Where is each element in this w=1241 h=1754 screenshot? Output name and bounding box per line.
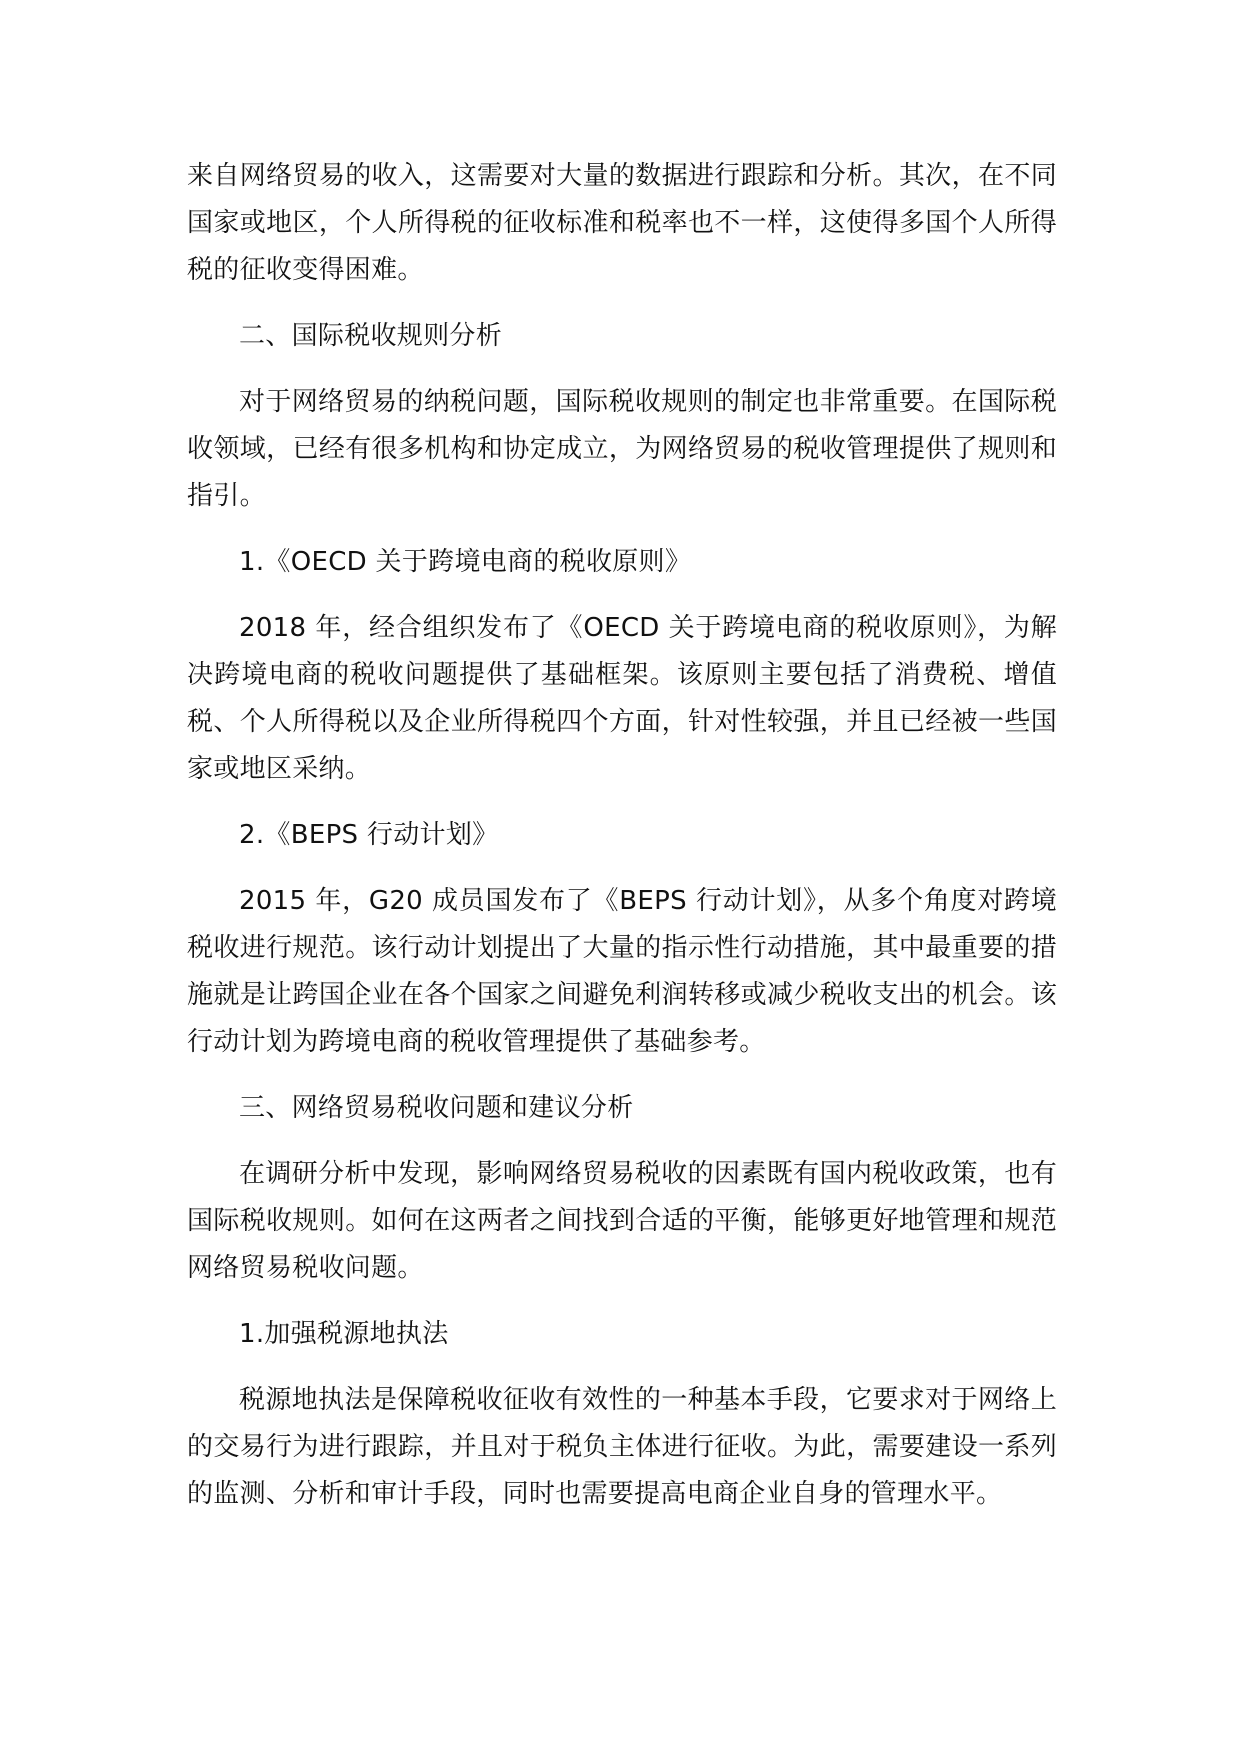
paragraph: 在调研分析中发现，影响网络贸易税收的因素既有国内税收政策，也有国际税收规则。如何在这两者之间找到合适的平衡，能够更好地管理和规范网络贸易税收问题。 (187, 1159, 1057, 1283)
subsection-heading-oecd: 1.《OECD 关于跨境电商的税收原则》 (239, 547, 692, 577)
paragraph: 税源地执法是保障税收征收有效性的一种基本手段，它要求对于网络上的交易行为进行跟踪，并且对于税负主体进行征收。为此，需要建设一系列的监测、分析和审计手段，同时也需要提高电商企业自身的管理水平。 (187, 1385, 1057, 1509)
subsection-heading-beps: 2.《BEPS 行动计划》 (239, 820, 499, 850)
paragraph-continued: 来自网络贸易的收入，这需要对大量的数据进行跟踪和分析。其次，在不同国家或地区，个人所得税的征收标准和税率也不一样，这使得多国个人所得税的征收变得困难。 (187, 161, 1057, 285)
section-heading-2: 二、国际税收规则分析 (239, 321, 503, 351)
paragraph: 对于网络贸易的纳税问题，国际税收规则的制定也非常重要。在国际税收领域，已经有很多机构和协定成立，为网络贸易的税收管理提供了规则和指引。 (187, 387, 1057, 511)
subsection-heading-enforcement: 1.加强税源地执法 (239, 1319, 449, 1349)
paragraph: 2015 年，G20 成员国发布了《BEPS 行动计划》，从多个角度对跨境税收进行规范。该行动计划提出了大量的指示性行动措施，其中最重要的措施就是让跨国企业在各个国家之间避免利润转移或减少税收支出的机会。该行动计划为跨境电商的税收管理提供了基础参考。 (187, 886, 1057, 1057)
document-body (187, 153, 1057, 1537)
paragraph: 2018 年，经合组织发布了《OECD 关于跨境电商的税收原则》，为解决跨境电商的税收问题提供了基础框架。该原则主要包括了消费税、增值税、个人所得税以及企业所得税四个方面，针对性较强，并且已经被一些国家或地区采纳。 (187, 613, 1057, 784)
section-heading-3: 三、网络贸易税收问题和建议分析 (239, 1093, 634, 1123)
